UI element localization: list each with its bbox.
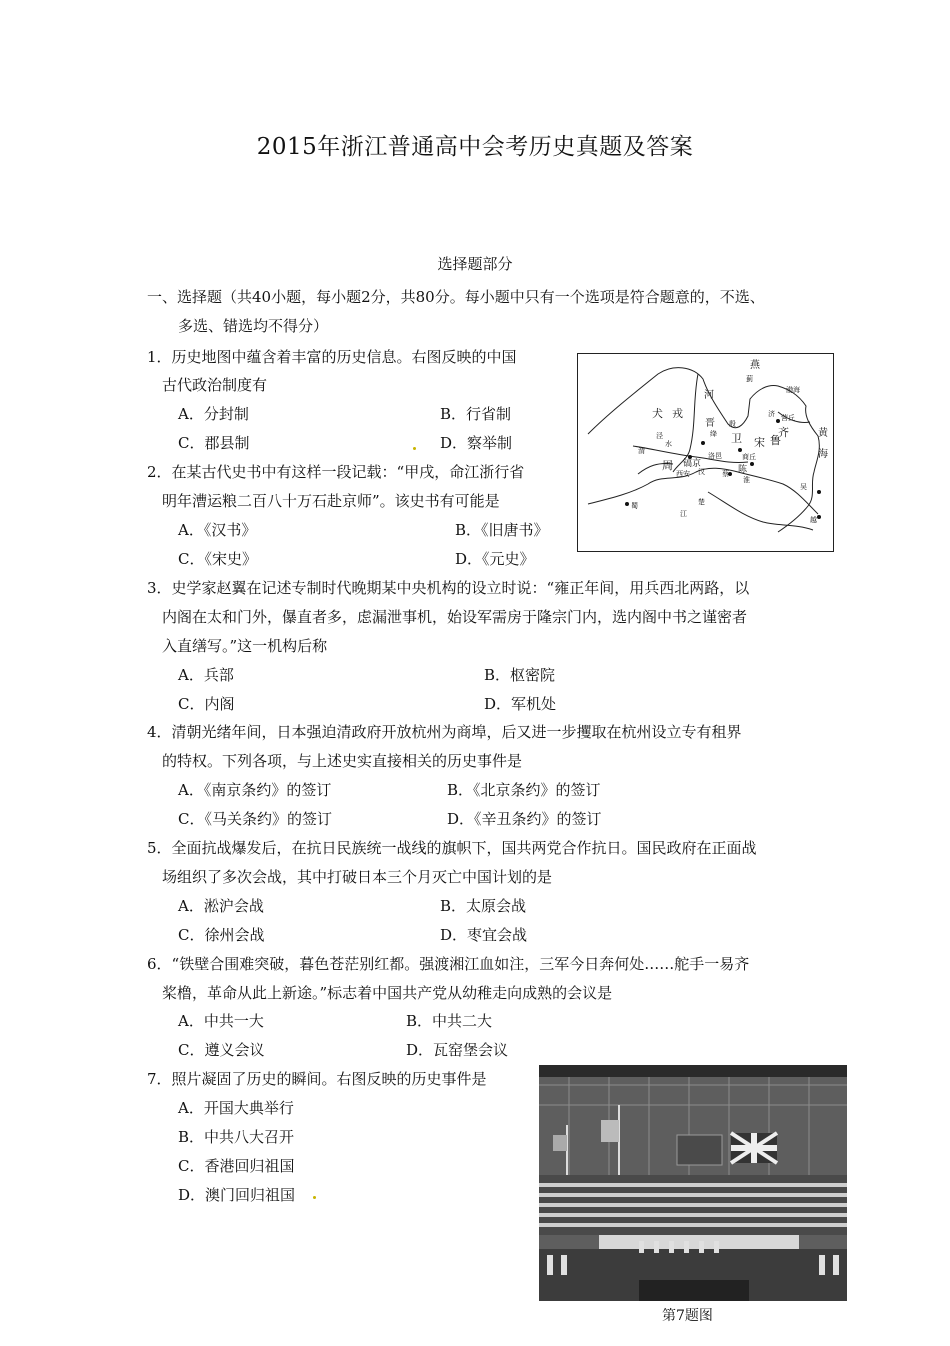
q6-stem-line-2: 桨橹，革命从此上新途。”标志着中国共产党从幼稚走向成熟的会议是 <box>162 984 613 1002</box>
map-label: 济 <box>768 410 775 418</box>
map-label: 齐 <box>778 426 789 439</box>
q7-stem-line-1: 7．照片凝固了历史的瞬间。右图反映的历史事件是 <box>147 1070 487 1088</box>
page-title: 2015年浙江普通高中会考历史真题及答案 <box>256 134 694 160</box>
map-label: 陈 <box>738 465 748 475</box>
q3-option-a: A．兵部 <box>178 666 234 684</box>
map-label: 绛 <box>710 430 717 438</box>
map-label: 渭 <box>638 447 645 455</box>
map-label: 燕 <box>750 360 760 371</box>
q7-option-b: B．中共八大召开 <box>178 1128 295 1146</box>
q4-stem-line-2: 的特权。下列各项，与上述史实直接相关的历史事件是 <box>162 752 523 770</box>
map-label: 江 <box>680 510 687 518</box>
q1-option-c: C．郡县制 <box>178 434 250 452</box>
q5-option-a: A．淞沪会战 <box>178 897 264 915</box>
q7-option-c: C．香港回归祖国 <box>178 1157 295 1175</box>
instructions-line-1: 一、选择题（共40小题，每小题2分，共80分。每小题中只有一个选项是符合题意的，不选、 <box>147 288 765 306</box>
q6-option-c: C．遵义会议 <box>178 1041 265 1059</box>
q3-stem-line-3: 入直缮写。”这一机构后称 <box>162 637 328 655</box>
map-label: 海 <box>818 449 828 460</box>
ancient-china-map <box>577 353 834 552</box>
map-label: 吴 <box>800 483 807 491</box>
q5-stem-line-1: 5．全面抗战爆发后，在抗日民族统一战线的旗帜下，国共两党合作抗日。国民政府在正面战 <box>147 839 757 857</box>
map-label: 黄 <box>818 428 828 439</box>
map-label: 晋 <box>705 418 715 429</box>
map-label: 殷 <box>729 420 736 428</box>
map-label: 营丘 <box>781 414 795 422</box>
q2-stem-line-1: 2．在某古代史书中有这样一段记载：“甲戌，命江浙行省 <box>147 463 525 481</box>
map-label: 洛邑 <box>708 452 722 460</box>
map-label: 越 <box>810 516 817 524</box>
section-heading: 选择题部分 <box>437 255 513 273</box>
q5-option-c: C．徐州会战 <box>178 926 265 944</box>
map-label: 西安 <box>676 470 690 478</box>
q1-stem-line-1: 1．历史地图中蕴含着丰富的历史信息。右图反映的中国 <box>147 348 517 366</box>
q5-option-b: B．太原会战 <box>440 897 527 915</box>
map-label: 宋 <box>754 436 765 449</box>
q7-option-a: A．开国大典举行 <box>178 1099 294 1117</box>
map-label: 泾 <box>656 432 663 440</box>
q4-option-b: B．《北京条约》的签订 <box>447 781 601 799</box>
map-label: 蔡 <box>722 470 729 478</box>
map-label: 淮 <box>743 476 750 484</box>
q4-option-c: C．《马关条约》的签订 <box>178 810 332 828</box>
q5-stem-line-2: 场组织了多次会战，其中打破日本三个月灭亡中国计划的是 <box>162 868 553 886</box>
q6-stem-line-1: 6．“铁壁合围难突破，暮色苍茫别红都。强渡湘江血如注，三军今日奔何处……舵手一易齐 <box>147 955 750 973</box>
map-label: 楚 <box>698 498 705 506</box>
map-label: 犬 <box>652 407 663 420</box>
q2-option-b: B．《旧唐书》 <box>455 521 549 539</box>
map-label: 戎 <box>672 407 683 420</box>
q3-stem-line-1: 3．史学家赵翼在记述专制时代晚期某中央机构的设立时说：“雍正年间，用兵西北两路，以 <box>147 579 750 597</box>
map-label: 渤海 <box>786 386 800 394</box>
q1-option-d: D．察举制 <box>440 434 513 452</box>
map-label: 卫 <box>731 432 742 445</box>
map-label: 河 <box>704 390 714 401</box>
map-label: 鲁 <box>770 434 781 447</box>
q1-option-b: B．行省制 <box>440 405 512 423</box>
q2-option-d: D．《元史》 <box>455 550 535 568</box>
q2-stem-line-2: 明年漕运粮二百八十万石赴京师”。该史书有可能是 <box>162 492 500 510</box>
map-label: 周 <box>662 459 673 472</box>
q3-stem-line-2: 内阁在太和门外，儤直者多，虑漏泄事机，始设军需房于隆宗门内，选内阁中书之谨密者 <box>162 608 748 626</box>
handover-ceremony-photo <box>539 1065 847 1301</box>
q4-option-a: A．《南京条约》的签订 <box>178 781 332 799</box>
q1-option-a: A．分封制 <box>178 405 249 423</box>
q7-figure-caption: 第7题图 <box>662 1308 713 1324</box>
map-label: 汉 <box>698 468 705 476</box>
q4-stem-line-1: 4．清朝光绪年间，日本强迫清政府开放杭州为商埠，后又进一步攫取在杭州设立专有租界 <box>147 723 742 741</box>
q2-option-c: C．《宋史》 <box>178 550 257 568</box>
stray-mark <box>413 447 416 450</box>
map-label: 商丘 <box>742 453 756 461</box>
q6-option-a: A．中共一大 <box>178 1012 264 1030</box>
stray-mark <box>313 1196 316 1199</box>
map-label: 蜀 <box>631 502 638 510</box>
q4-option-d: D．《辛丑条约》的签订 <box>447 810 602 828</box>
q6-option-b: B．中共二大 <box>406 1012 493 1030</box>
q1-stem-line-2: 古代政治制度有 <box>162 376 268 394</box>
instructions-line-2: 多选、错选均不得分） <box>178 317 329 335</box>
map-label: 镐京 <box>683 459 702 469</box>
map-label: 蓟 <box>746 375 753 383</box>
map-label: 水 <box>665 440 672 448</box>
q3-option-b: B．枢密院 <box>484 666 556 684</box>
q3-option-d: D．军机处 <box>484 695 557 713</box>
q2-option-a: A．《汉书》 <box>178 521 257 539</box>
q3-option-c: C．内阁 <box>178 695 235 713</box>
q7-option-d: D．澳门回归祖国 <box>178 1186 296 1204</box>
q5-option-d: D．枣宜会战 <box>440 926 528 944</box>
q6-option-d: D．瓦窑堡会议 <box>406 1041 509 1059</box>
